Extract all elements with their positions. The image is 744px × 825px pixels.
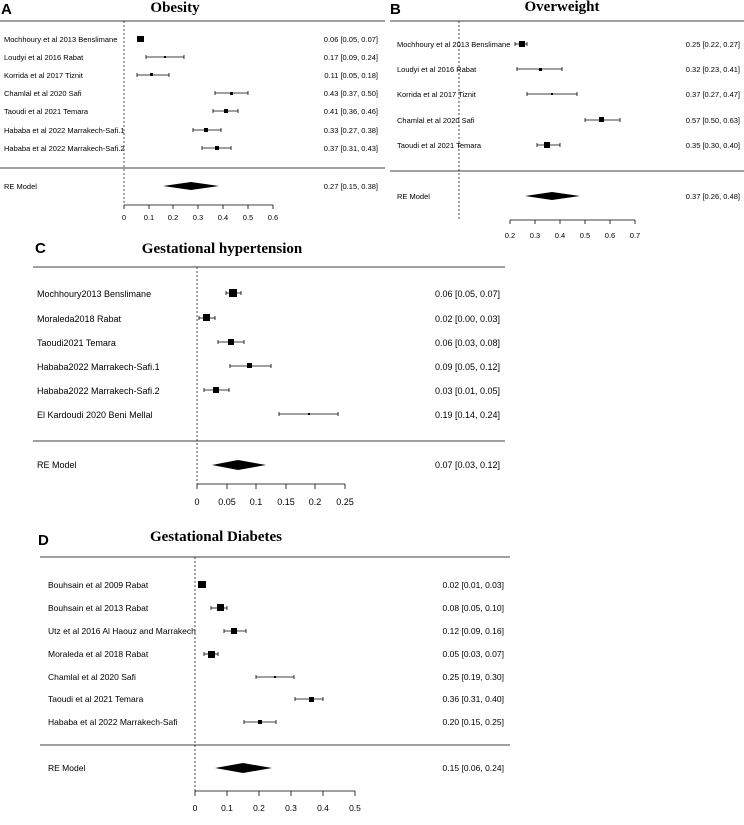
tick-label: 0 [121,213,127,222]
study-label: Hababa2022 Marrakech-Safi.2 [37,386,160,396]
study-label: Mochhoury2013 Benslimane [37,289,152,299]
point-estimate [599,117,604,122]
study-label: Mochhoury et al 2013 Benslimane [397,40,511,49]
study-row-a-5 [4,126,378,135]
x-axis-ticks-b [505,220,640,240]
panel-gestational-hypertension [33,240,505,507]
estimate-text: 0.35 [0.30, 0.40] [685,141,740,150]
point-estimate [208,651,215,658]
point-estimate [519,41,525,47]
estimate-text: 0.11 [0.05, 0.18] [324,71,378,80]
tick-label: 0.3 [285,803,297,813]
study-row-b-1 [397,65,740,74]
panel-title-a: Obesity [150,0,200,16]
study-row-b-3 [397,116,740,125]
study-row-a-4 [4,107,378,116]
estimate-text: 0.36 [0.31, 0.40] [442,694,504,704]
point-estimate [308,413,310,415]
point-estimate [231,628,237,634]
estimate-text: 0.03 [0.01, 0.05] [434,386,500,396]
study-label: Hababa et al 2022 Marrakech-Safi.1 [4,126,125,135]
study-row-d-6 [48,717,504,727]
study-label: Moraleda2018 Rabat [37,314,122,324]
estimate-text: 0.06 [0.03, 0.08] [434,338,500,348]
tick-label: 0.1 [221,803,233,813]
tick-label: 0.5 [579,231,591,240]
study-row-a-6 [4,144,378,153]
estimate-text: 0.43 [0.37, 0.50] [323,89,378,98]
point-estimate [274,676,276,678]
panel-overweight [390,0,744,240]
study-label: Bouhsain et al 2009 Rabat [48,580,149,590]
estimate-text: 0.02 [0.00, 0.03] [434,314,500,324]
study-row-c-3 [37,362,500,372]
study-row-c-2 [37,338,500,348]
study-row-c-1 [37,314,500,324]
estimate-text: 0.17 [0.09, 0.24] [323,53,378,62]
tick-label: 0.3 [192,213,204,222]
study-label: Korrida et al 2017 Tiznit [4,71,83,80]
study-row-d-0 [48,580,504,590]
summary-label: RE Model [397,192,430,201]
study-row-a-2 [4,71,378,80]
panel-gestational-diabetes [38,529,510,813]
point-estimate [551,93,553,95]
study-row-c-5 [37,410,500,420]
estimate-text: 0.06 [0.05, 0.07] [323,35,378,44]
estimate-text: 0.37 [0.31, 0.43] [323,144,378,153]
tick-label: 0.6 [267,213,279,222]
tick-label: 0.7 [629,231,641,240]
estimate-text: 0.19 [0.14, 0.24] [434,410,500,420]
study-row-d-1 [48,603,504,613]
study-label: Utz et al 2016 Al Haouz and Marrakech [48,626,196,636]
summary-row-b [397,192,740,201]
study-label: Hababa2022 Marrakech-Safi.1 [37,362,160,372]
summary-label: RE Model [48,763,86,773]
estimate-text: 0.57 [0.50, 0.63] [685,116,740,125]
study-row-a-0 [4,35,378,44]
tick-label: 0.3 [529,231,541,240]
x-axis-ticks-d [193,791,362,813]
study-row-c-0 [37,289,500,299]
study-label: Taoudi et al 2021 Temara [48,694,144,704]
summary-label: RE Model [37,460,77,470]
summary-diamond [525,192,580,200]
summary-diamond [215,763,272,773]
study-label: El Kardoudi 2020 Beni Mellal [37,410,153,420]
panel-label-d: D [38,532,49,549]
tick-label: 0.2 [167,213,179,222]
summary-diamond [212,460,266,470]
estimate-text: 0.41 [0.36, 0.46] [323,107,378,116]
study-label: Korrida et al 2017 Tiznit [397,90,476,99]
study-label: Moraleda et al 2018 Rabat [48,649,149,659]
tick-label: 0.2 [253,803,265,813]
estimate-text: 0.32 [0.23, 0.41] [685,65,740,74]
study-label: Hababa et al 2022 Marrakech-Safi [48,717,178,727]
study-row-b-4 [397,141,740,150]
tick-label: 0.6 [604,231,616,240]
study-label: Loudyi et al 2016 Rabat [397,65,477,74]
tick-label: 0.4 [317,803,329,813]
tick-label: 0.2 [504,231,516,240]
tick-label: 0.5 [349,803,361,813]
point-estimate [228,339,234,345]
study-label: Chamlal et al 2020 Safi [397,116,475,125]
study-label: Taoudi et al 2021 Temara [397,141,482,150]
estimate-text: 0.09 [0.05, 0.12] [434,362,500,372]
tick-label: 0.2 [308,497,322,507]
point-estimate [247,363,252,368]
point-estimate [224,109,228,113]
summary-estimate-text: 0.37 [0.26, 0.48] [685,192,740,201]
summary-row-c [37,460,500,470]
estimate-text: 0.05 [0.03, 0.07] [442,649,504,659]
x-axis-ticks-a [122,205,278,222]
panel-label-c: C [35,240,46,257]
study-label: Taoudi et al 2021 Temara [4,107,89,116]
summary-estimate-text: 0.07 [0.03, 0.12] [434,460,500,470]
estimate-text: 0.02 [0.01, 0.03] [442,580,504,590]
tick-label: 0.25 [336,497,354,507]
tick-label: 0.4 [217,213,229,222]
study-label: Bouhsain et al 2013 Rabat [48,603,149,613]
summary-row-a [4,182,378,191]
tick-label: 0 [192,803,198,813]
study-row-d-5 [48,694,504,704]
point-estimate [230,92,233,95]
panel-label-a: A [1,1,12,18]
study-label: Chamlal et al 2020 Safi [48,672,136,682]
study-row-a-1 [4,53,378,62]
estimate-text: 0.25 [0.19, 0.30] [442,672,504,682]
study-label: Hababa et al 2022 Marrakech-Safi.2 [4,144,125,153]
estimate-text: 0.08 [0.05, 0.10] [442,603,504,613]
point-estimate [198,581,206,588]
panel-title-c: Gestational hypertension [141,241,303,257]
panel-title-b: Overweight [524,0,600,15]
tick-label: 0.1 [249,497,263,507]
study-row-a-3 [4,89,378,98]
panel-obesity [0,0,385,222]
panel-title-d: Gestational Diabetes [149,529,283,545]
point-estimate [539,68,542,71]
study-row-d-3 [48,649,504,659]
estimate-text: 0.37 [0.27, 0.47] [685,90,740,99]
estimate-text: 0.33 [0.27, 0.38] [323,126,378,135]
point-estimate [217,604,224,611]
point-estimate [544,142,550,148]
study-label: Chamlal et al 2020 Safi [4,89,82,98]
x-axis-ticks-c [194,484,353,507]
estimate-text: 0.06 [0.05, 0.07] [434,289,500,299]
study-label: Loudyi et al 2016 Rabat [4,53,84,62]
summary-estimate-text: 0.15 [0.06, 0.24] [442,763,504,773]
point-estimate [229,289,237,297]
point-estimate [215,146,219,150]
study-row-b-0 [397,40,740,49]
estimate-text: 0.12 [0.09, 0.16] [442,626,504,636]
estimate-text: 0.25 [0.22, 0.27] [685,40,740,49]
summary-label: RE Model [4,182,37,191]
point-estimate [150,73,153,76]
point-estimate [204,128,208,132]
point-estimate [203,314,210,321]
point-estimate [213,387,219,393]
summary-estimate-text: 0.27 [0.15, 0.38] [323,182,378,191]
point-estimate [164,56,166,58]
study-label: Mochhoury et al 2013 Benslimane [4,35,118,44]
tick-label: 0.5 [242,213,254,222]
study-label: Taoudi2021 Temara [37,338,116,348]
tick-label: 0.1 [143,213,155,222]
study-row-d-2 [48,626,504,636]
estimate-text: 0.20 [0.15, 0.25] [442,717,504,727]
study-row-d-4 [48,672,504,682]
summary-diamond [163,182,219,190]
study-row-b-2 [397,90,740,99]
tick-label: 0.4 [554,231,566,240]
tick-label: 0 [194,497,200,507]
panel-label-b: B [390,1,401,18]
study-row-c-4 [37,386,500,396]
tick-label: 0.15 [277,497,295,507]
tick-label: 0.05 [218,497,236,507]
point-estimate [309,697,314,702]
summary-row-d [48,763,504,773]
point-estimate [137,36,144,42]
point-estimate [258,720,262,724]
